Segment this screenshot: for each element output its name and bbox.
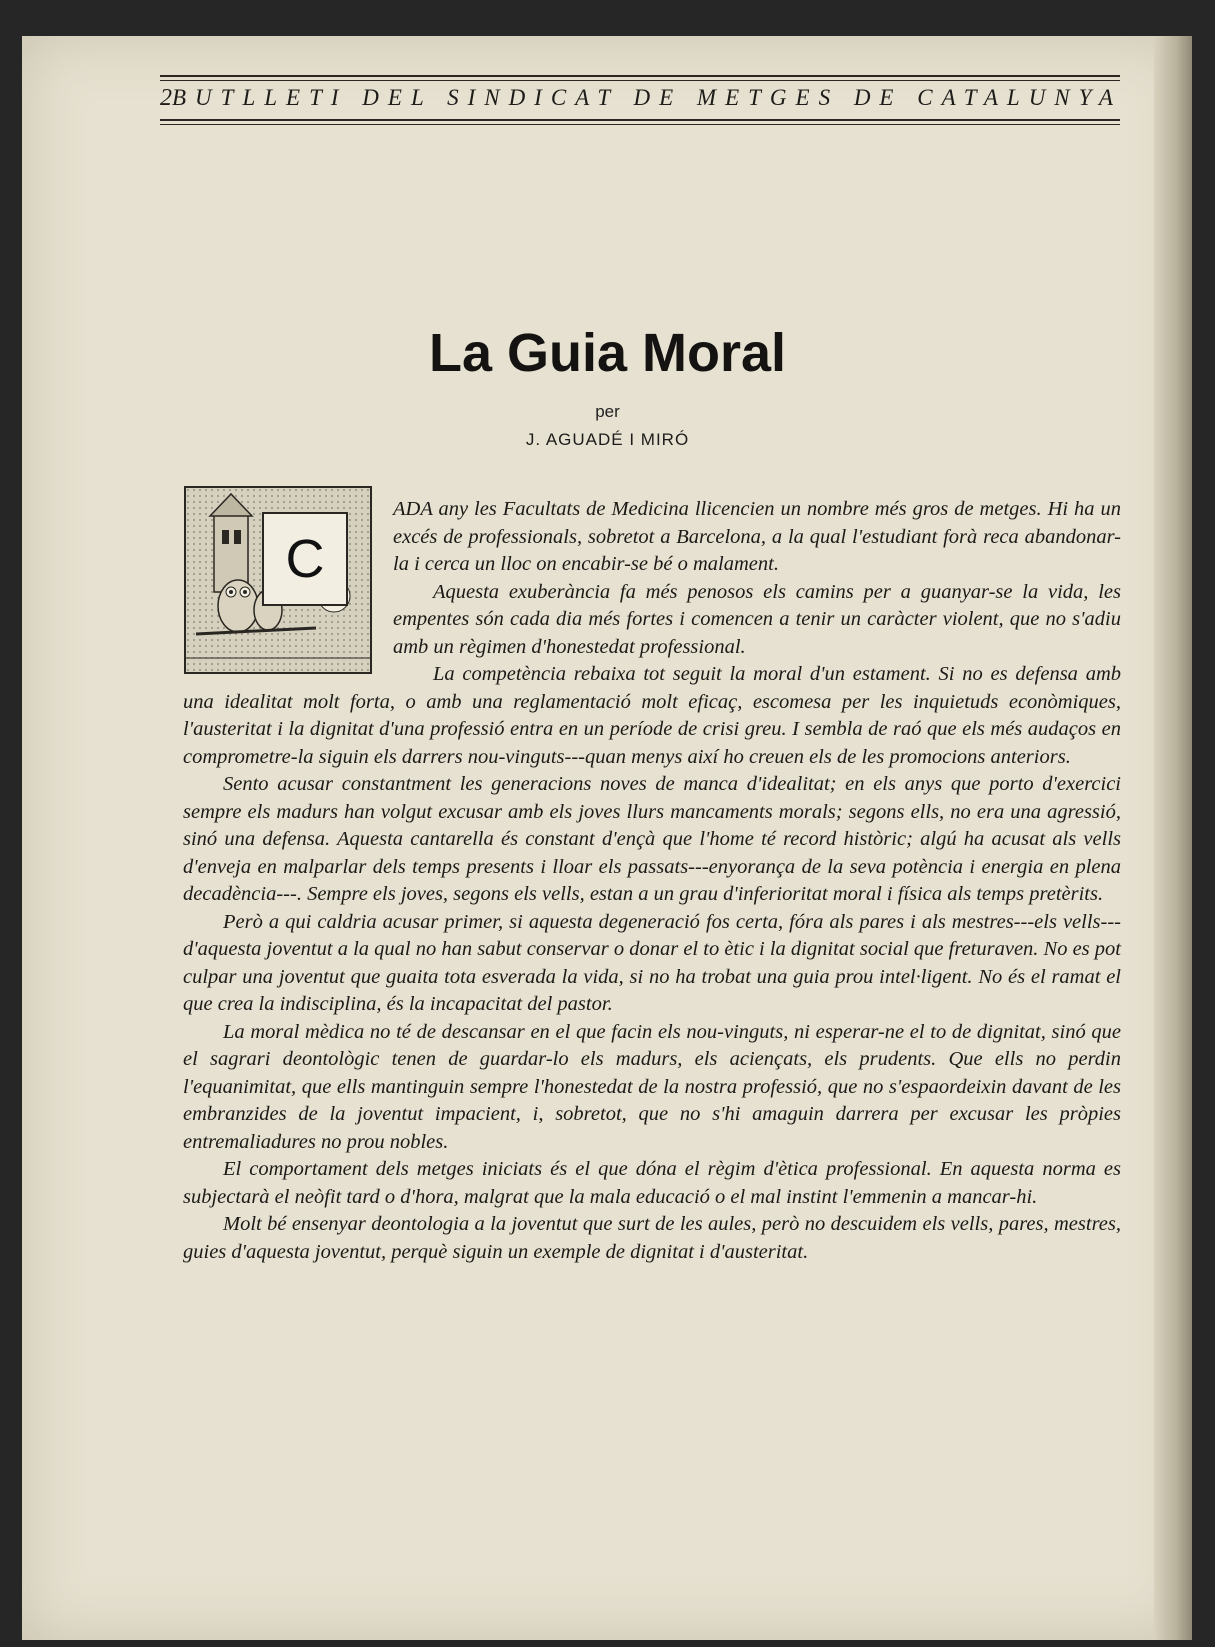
article-paragraph: Molt bé ensenyar deontologia a la joventut que surt de les aules, però no descuidem els vells, pares, mestres, guies d'aquesta joventut, perquè siguin un exemple de dignitat i d'austeritat. xyxy=(183,1213,1121,1263)
page-number: 2 xyxy=(160,85,172,111)
header-row xyxy=(160,81,1120,119)
drop-cap-spacer xyxy=(183,496,393,686)
header-rule-bottom-thin xyxy=(160,124,1120,125)
article-paragraph: Sento acusar constantment les generacions noves de manca d'idealitat; en els anys que porto d'exercici sempre els madurs han volgut excusar amb els joves llurs mancaments morals; segons ells, no era una agressió, sinó una defensa. Aquesta cantarella és constant d'ençà que l'home té record històric; algú ha acusat als vells d'enveja en malparlar dels temps presents i lloar els passats---enyorança de la seva potència i energia en plena decadència---. Sempre els joves, segons els vells, estan a un grau d'inferioritat moral i física als temps pretèrits. xyxy=(183,773,1121,905)
article-paragraph: ADA any les Facultats de Medicina llicencien un nombre més gros de metges. Hi ha un excés de professionals, sobretot a Barcelona, a la qual l'estudiant forà reca abandonar-la i cerca un lloc on encabir-se bé o malament. xyxy=(393,498,1121,575)
article-paragraph: La moral mèdica no té de descansar en el que facin els nou-vinguts, ni esperar-ne el to de dignitat, sinó que el sagrari deontològic tenen de guardar-lo els madurs, els aciençats, els prudents. Que ells no perdin l'equanimitat, que ells mantinguin sempre l'honestedat de la nostra professió, que no s'espaordeixin davant de les embranzides de la joventut impacient, i, sobretot, que no s'hi amaguin darrera per excusar les pròpies entremaliadures no prou nobles. xyxy=(183,1020,1121,1153)
running-header xyxy=(160,75,1120,125)
drop-cap-letter: C xyxy=(262,512,348,606)
header-rule-bottom xyxy=(160,119,1120,121)
byline-per: per xyxy=(595,402,620,421)
journal-title: BUTLLETI DEL SINDICAT DE METGES DE CATALUNYA xyxy=(172,85,1122,110)
header-rule-top xyxy=(160,75,1120,77)
article-paragraph: Però a qui caldria acusar primer, si aquesta degeneració fos certa, fóra als pares i als mestres---els vells---d'aquesta joventut a la qual no han sabut conservar o donar el to ètic i la dignitat social que freturaven. No es pot culpar una joventut que guaita tota esverada la vida, si no ha trobat una guia prou intel·ligent. No és el ramat el que crea la indisciplina, és la incapacitat del pastor. xyxy=(183,910,1121,1015)
article-paragraph: El comportament dels metges iniciats és el que dóna el règim d'ètica professional. En aquesta norma es subjectarà el neòfit tard o d'hora, malgrat que la mala educació o el mal instint l'emmenin a mancar-hi. xyxy=(183,1158,1121,1208)
article-title: La Guia Moral xyxy=(428,323,787,383)
article-paragraph: La competència rebaixa tot seguit la moral d'un estament. Si no es defensa amb una idealitat molt forta, o amb una reglamentació molt eficaç, escomesa per les inquietuds econòmiques, l'austeritat i la dignitat d'una professió entra en un període de crisi greu. I sembla de raó que els més audaços en comprometre-la siguin els darrers nou-vinguts---quan menys així ho creuen els de les promocions anteriors. xyxy=(183,663,1121,768)
article-paragraph: Aquesta exuberància fa més penosos els camins per a guanyar-se la vida, les empentes són cada dia més fortes i comencen a tenir un caràcter violent, que no s'adiu amb un règimen d'honestedat professional. xyxy=(393,580,1121,658)
article-author: J. AGUADÉ I MIRÓ xyxy=(525,430,690,449)
article-body xyxy=(183,496,1121,1266)
book-spine-shadow xyxy=(1154,36,1192,1640)
